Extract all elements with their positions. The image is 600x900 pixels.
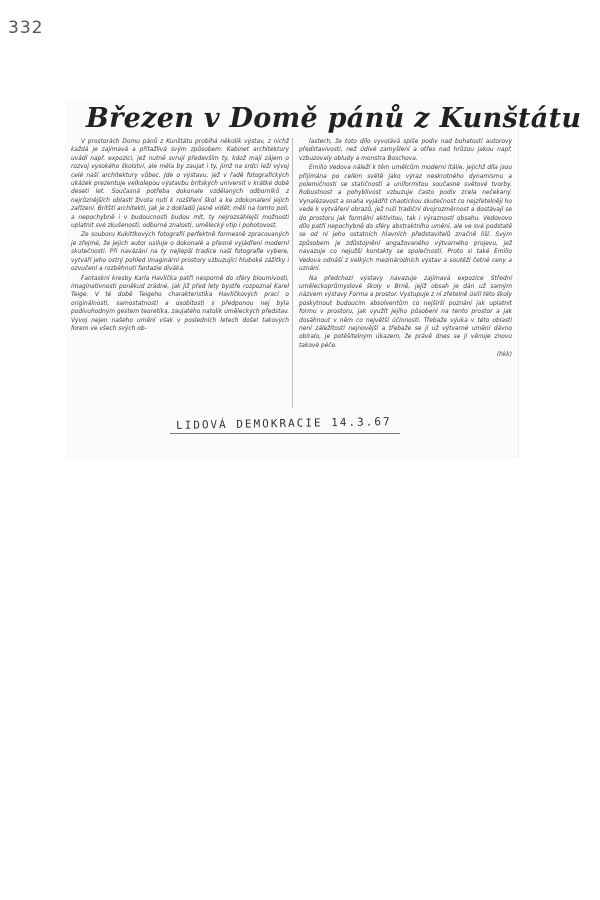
paragraph: V prostorách Domu pánů z Kunštátu probíhá několik výstav, z nichž každá je zajímavá a přitažlivá svým způsobem. Kabinet architektury uvádí např. expozici, jež nutně svrují především ty, kdož mají zájem o rozvoj vysokého školství, ale měla by zaujat i ty, jimž na srdci leží vývoj celé naší architektury vůbec. Jde o výstavu, jež v řadě fotografických ukázek prezentuje velkolepou výstavbu britských universit v krátké době deseti let. Současná potřeba dokonale vzdělaných odborníků z nejrůznějších oblastí života nutí k rozšíření škol a ke zdokonalení jejich zařízení. Britští architekti, jak je z dokladů jasně vidět, měli na tomto poli, a nepochybně i v budoucnosti budou mít, ty nejrozsáhlejší možnosti uplatnit své zkušenosti, odborné znalosti, umělecký vtip i pohotovost.	[71, 139, 289, 230]
paragraph: Emilio Vedova náleží k těm umělcům moderní ítálie, jejichž díla jsou přijímána po celém světě jako výraz neskrotného dynamismu a polemičnosti se statičností a uniformitou současné světové tvorby. Robustnost a pohyblivost vzbuzuje často podiv zcela nečekaný. Vynalézavost a snaha vyjádřit chaotickou skutečnost co nejzřetelněji ho vede k vytváření obrazů, jež ruší tradiční dvojrozměrnost a dostávají se do prostoru jak formální aktivitou, tak i výrazností obsahu. Vedovovo dílo patří nepochybně do sféry abstraktního umění, ale ve své podstatě se od ní jeho ostatních hlavních představitelů značně liší. Svým způsobem je zdůstojnění angažovaného výtvarného projevu, jež navazuje co nejužší kontakty se společností. Proto si také Emilio Vedova odnáší z velkých mezinárodních výstav a soutěží četné ceny a uznání.	[299, 165, 512, 273]
handwritten-source-note: LIDOVÁ DEMOKRACIE 14.3.67	[175, 415, 392, 432]
article-column-right	[299, 138, 512, 361]
paragraph: Ze souboru Kukittkových fotografií perfektně formesně zpracovaných je zřejmé, že jejich autor usiluje o dokonalé a přesné vyjádření moderní skutečnosti. Při navázání na ty nejlepší tradice naší fotografie vybere, vytváří jeho ostrý pohled imaginární prostory vzbuzující hluboké zážitky i ozvučení a rozběhnutí fantazie diváka.	[71, 232, 289, 273]
headline: Březen v Domě pánů z Kunštátu	[86, 103, 582, 134]
article-column-left	[71, 138, 289, 334]
paragraph: lastech, že toto dílo vyvolává spíše podiv nad bohatostí autorovy představivosti, než údivé zamyšlení a otřes nad hrůzou jakou např. vzbuzovaly obludy a monstra Boschova.	[299, 139, 512, 162]
author-signature: (hkk)	[496, 352, 512, 359]
column-divider	[292, 138, 293, 408]
paragraph: Na předchozí výstavy navazuje zajímavá expozice Střední uměleckoprůmyslové školy v Brně, jejíž obsah je dán už samým názvem výstavy Forma a prostor. Vystupuje z ní zřetelně úsilí této školy poskytnout budoucím absolventům co nejširší poznání jak uplatnit formu v prostoru, jak využít jejího působení na tento prostor a jak dosáhnout v něm co největší účinnosti. Třebaže výuka v této oblasti není záležitostí nejnovější a třebaže se jí už výtvarné umění dávno obíralo, je potěšitelným úkazem, že právě dnes se jí věnuje znovu takové péče.	[299, 275, 512, 349]
paragraph: Fantaskní kresby Karla Havlíčka patří nesporně do sféry bloumivosti, imaginativnosti poněkud zrádné, jak již před lety bystře rozpoznal Karel Teige. V té době Teigeho charakteristika Havlíčkových prací o originálnosti, samostatnosti a osobitosti s předponou nej byla podivuhodným gestem teoretika, zaujatého natolik uměleckých představ. Vývoj nejen našeho umění však v posledních letech došel takových forem ve všech svých ob-	[71, 275, 289, 332]
handwritten-underline	[170, 433, 400, 434]
page-number: 332	[8, 18, 44, 38]
